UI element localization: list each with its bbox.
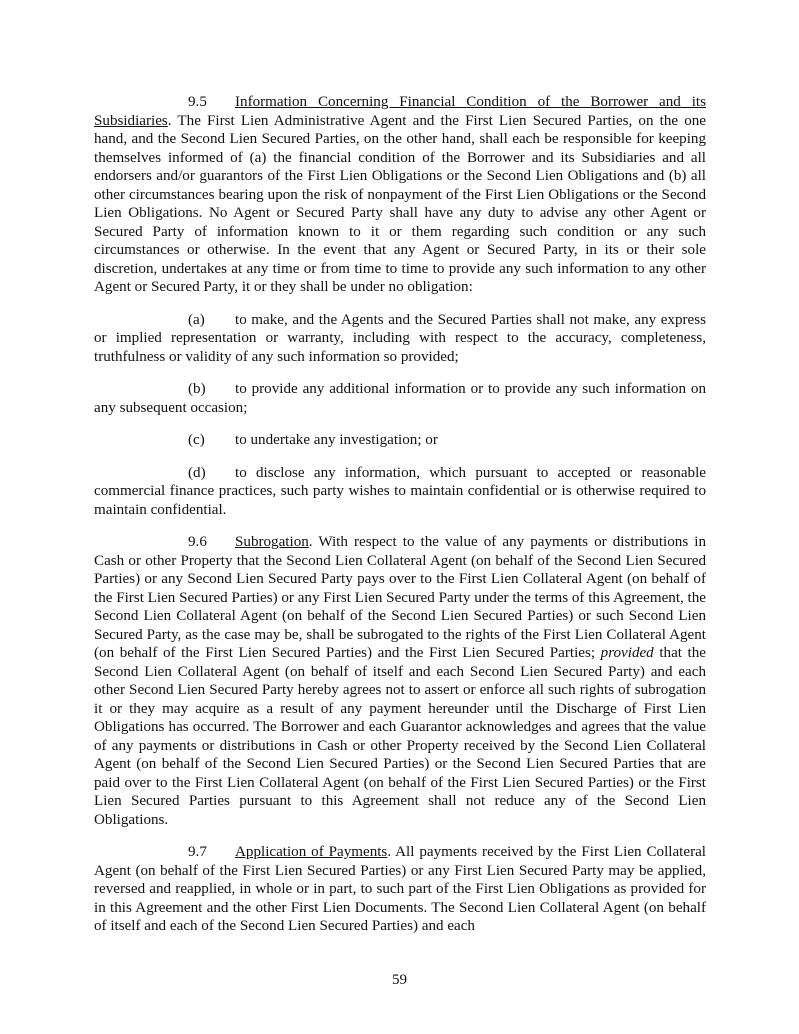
page-number: 59 [391,972,408,988]
section-body-continued: that the Second Lien Collateral Agent (on behalf of itself and each Second Lien Secured Party) and each other Second Lien Secured Party hereby agrees not to assert or enforce all such rights of subrogation it or they may acquire as a result of any payment hereunder until the Discharge of First Lien Obligations has occurred. The Borrower and each Guarantor acknowledges and agrees that the value of any payments or distributions in Cash or other Property received by the Second Lien Collateral Agent (on behalf of the Second Lien Secured Parties) or the Second Lien Secured Parties that are paid over to the First Lien Collateral Agent (on behalf of the First Lien Secured Parties) or the First Lien Secured Parties pursuant to this Agreement shall not reduce any of the Second Lien Obligations. [94,645,706,828]
section-9-6 [94,533,706,829]
section-body: . All payments received by the First Lien Collateral Agent (on behalf of the First Lien Secured Parties) or any First Lien Secured Party may be applied, reversed and reapplied, in whole or in part, to such part of the First Lien Obligations as provided for in this Agreement and the other First Lien Documents. The Second Lien Collateral Agent (on behalf of itself and each of the Second Lien Secured Parties) and each [94,844,706,934]
section-number: 9.7 [188,844,207,860]
clause-text: to make, and the Agents and the Secured Parties shall not make, any express or implied representation or warranty, including with respect to the accuracy, completeness, truthfulness or validity of any such information so provided; [94,311,706,365]
proviso-term: provided [600,645,654,661]
clause-b [94,380,706,417]
section-heading: Information Concerning Financial Condition of the Borrower and its Subsidiaries [94,94,706,129]
clause-label: (a) [188,311,205,328]
clause-d [94,464,706,520]
section-9-5 [94,93,706,297]
clause-label: (d) [188,464,206,481]
section-body: . The First Lien Administrative Agent and the First Lien Secured Parties, on the one hand, and the Second Lien Secured Parties, on the other hand, shall each be responsible for keeping themselves informed of (a) the financial condition of the Borrower and its Subsidiaries and all endorsers and/or guarantors of the First Lien Obligations or the Second Lien Obligations and (b) all other circumstances bearing upon the risk of nonpayment of the First Lien Obligations or the Second Lien Obligations. No Agent or Secured Party shall have any duty to advise any other Agent or Secured Party of information known to it or them regarding such condition or any such circumstances or otherwise. In the event that any Agent or Secured Party, in its or their sole discretion, undertakes at any time or from time to time to provide any such information to any other Agent or Secured Party, it or they shall be under no obligation: [94,112,706,295]
section-number: 9.5 [188,94,207,110]
section-heading: Subrogation [235,534,309,550]
clause-text: to provide any additional information or to provide any such information on any subsequent occasion; [94,381,706,416]
section-number: 9.6 [188,534,207,550]
document-page [94,93,706,950]
clause-c [94,431,706,450]
section-body: . With respect to the value of any payments or distributions in Cash or other Property that the Second Lien Collateral Agent (on behalf of the Second Lien Secured Parties) or any Second Lien Secured Party pays over to the First Lien Collateral Agent (on behalf of the First Lien Secured Parties) or any First Lien Secured Party under the terms of this Agreement, the Second Lien Collateral Agent (on behalf of the Second Lien Secured Parties) or such Second Lien Secured Party, as the case may be, shall be subrogated to the rights of the First Lien Collateral Agent (on behalf of the First Lien Secured Parties) and the First Lien Secured Parties; [94,534,706,661]
clause-a [94,311,706,367]
clause-label: (b) [188,381,206,397]
clause-text: to disclose any information, which pursuant to accepted or reasonable commercial finance practices, such party wishes to maintain confidential or is otherwise required to maintain confidential. [94,464,706,518]
section-heading: Application of Payments [235,844,388,860]
clause-text: to undertake any investigation; or [235,432,438,448]
clause-label: (c) [188,432,205,448]
section-9-7 [94,843,706,936]
